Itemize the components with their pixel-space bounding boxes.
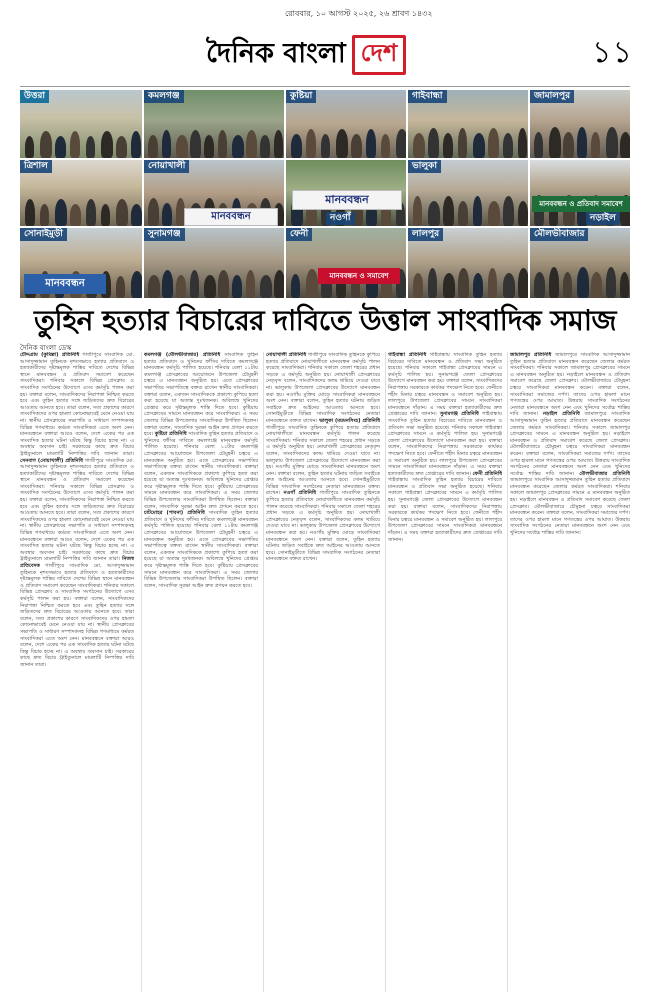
photo-label: উত্তরা [20, 90, 49, 103]
crowd-figure [246, 130, 257, 158]
column-subhead: কুষ্টিয়া প্রতিনিধি [154, 431, 187, 438]
column-divider [507, 352, 508, 992]
crowd-figure [40, 131, 52, 158]
page-number: ১১ [592, 35, 633, 70]
photo-label: নড়াইল [586, 212, 620, 225]
crowd-figure [70, 131, 80, 158]
photo-label: সোনাইমুড়ী [20, 228, 67, 241]
column-text: গাজীপুরে সাংবাদিক মো. আসাদুজ্জামান তুহিনকে নৃশংসভাবে হত্যার প্রতিবাদে ও হত্যাকারীদের দৃষ্টান্তমূলক শাস্তির দাবিতে দেশের বিভিন্ন স্থানে মানববন্ধন ও প্রতিবাদ সমাবেশ করেছেন সাংবাদিকরা। শনিবার সকালে বিভিন্ন প্রেসক্লাব ও সাংবাদিক সংগঠনের উদ্যোগে এসব কর্মসূচি পালন করা হয়। বক্তারা বলেন, সাংবাদিকদের নিরাপত্তা নিশ্চিত করতে হবে এবং তুহিন হত্যার সঙ্গে জড়িতদের দ্রুত বিচারের আওতায় আনতে হবে। তারা বলেন, সত্য প্রকাশের কারণে সাংবাদিকদের ওপর হামলা কোনোভাবেই মেনে নেওয়া যায় না। স্থানীয় প্রেসক্লাবের সভাপতি ও সাধারণ সম্পাদকসহ বিভিন্ন গণমাধ্যমে কর্মরত সাংবাদিকরা এতে অংশ নেন। মানববন্ধনে বক্তারা আরও বলেন, দেশে একের পর এক সাংবাদিক হত্যার ঘটনা ঘটছে কিন্তু বিচার হচ্ছে না। এ অবস্থার অবসান চাই। সরকারের কাছে দ্রুত বিচার ট্রাইব্যুনালে মামলাটি নিষ্পত্তির দাবি জানান তারা। [20, 563, 134, 668]
photo-lalpur [408, 228, 528, 298]
crowd-figure [381, 134, 390, 158]
column-text: গাইবান্ধায় সাংবাদিক তুহিন হত্যার বিচারের দাবিতে মানববন্ধন ও প্রতিবাদ সভা অনুষ্ঠিত হয়েছে। শনিবার সকালে গাইবান্ধা প্রেসক্লাবের সামনে এ কর্মসূচি পালিত হয়। সুনামগঞ্জে জেলা প্রেসক্লাবের উদ্যোগে মানববন্ধন করা হয়। বক্তারা বলেন, সাংবাদিকদের নিরাপত্তায় সরকারকে কার্যকর পদক্ষেপ নিতে হবে। ফেনীতে শহীদ মিনার চত্বরে মানববন্ধন ও সমাবেশ অনুষ্ঠিত হয়। লালপুরে উপজেলা প্রেসক্লাবের সামনে সাংবাদিকরা মানববন্ধনে দাঁড়ান। এ সময় বক্তারা হত্যাকারীদের দ্রুত গ্রেপ্তারের দাবি জানান। [388, 477, 502, 543]
newspaper-logo [206, 36, 406, 74]
masthead-divider [20, 86, 630, 87]
crowd-figure [473, 196, 482, 226]
crowd-figure [176, 275, 186, 298]
crowd-figure [518, 201, 528, 226]
crowd-figure [428, 201, 440, 226]
crowd-figure [162, 130, 171, 158]
crowd-figure [131, 204, 142, 226]
crowd-figure [204, 135, 214, 158]
crowd-figure [162, 203, 172, 226]
crowd-figure [563, 272, 572, 298]
photo-label: সুনামগঞ্জ [144, 228, 185, 241]
crowd-figure [274, 270, 284, 298]
photo-kamalganj [144, 90, 284, 158]
crowd-figure [246, 270, 255, 298]
crowd-figure [336, 129, 348, 158]
crowd-figure [503, 273, 515, 298]
crowd-figure [591, 272, 602, 298]
column-divider [141, 352, 142, 992]
crowd-figure [488, 201, 500, 226]
crowd-figure [591, 132, 600, 158]
photo-valuka [408, 160, 528, 226]
crowd-figure [40, 204, 49, 226]
column-text: গাজীপুরে সাংবাদিক তুহিনকে কুপিয়ে হত্যার প্রতিবাদে নোয়াখালীতে মানববন্ধন কর্মসূচি পালন করেছে সাংবাদিকরা। শনিবার সকালে জেলা শহরের প্রধান সড়কে এ কর্মসূচি অনুষ্ঠিত হয়। নোয়াখালী প্রেসক্লাবের নেতৃবৃন্দ বলেন, সাংবাদিকদের কলম থামিয়ে দেওয়া যাবে না। ভালুকায় উপজেলা প্রেসক্লাবের উদ্যোগে মানববন্ধন করা হয়। নওগাঁয় মুক্তির মোড়ে সাংবাদিকরা মানববন্ধনে অংশ নেন। বক্তারা বলেন, তুহিন হত্যার ঘটনায় জড়িত সবাইকে দ্রুত আইনের আওতায় আনতে হবে। সোনাইমুড়ীতে বিভিন্ন সাংবাদিক সংগঠনের নেতারা মানববন্ধনে বক্তব্য রাখেন। [266, 352, 380, 424]
photo-label: ফেনী [286, 228, 312, 241]
crowd-figure [606, 267, 616, 298]
crowd-figure [396, 129, 406, 158]
crowd-figure [25, 199, 35, 226]
photo-sonaimuri [20, 228, 142, 298]
crowd-figure [473, 133, 485, 158]
crowd-figure [563, 132, 574, 158]
photo-banner: মানববন্ধন ও প্রতিবাদ সমাবেশ [532, 196, 630, 212]
crowd-figure [534, 132, 543, 158]
column-subhead: চাটমোহর (পাবনা) প্রতিনিধি [144, 510, 205, 517]
crowd-figure [86, 199, 96, 226]
main-headline: তুহিন হত্যার বিচারের দাবিতে উত্তাল সাংবাদিক সমাজ [33, 303, 617, 337]
crowd-figure [101, 131, 113, 158]
logo-box: দেশ [352, 35, 407, 75]
photo-banner: মানববন্ধন [24, 274, 106, 294]
crowd-figure [162, 270, 173, 298]
crowd-figure [70, 204, 81, 226]
column-text: গাজীপুরে সাংবাদিক মো. আসাদুজ্জামান তুহিনকে নৃশংসভাবে হত্যার প্রতিবাদে ও হত্যাকারীদের দৃষ্টান্তমূলক শাস্তির দাবিতে দেশের বিভিন্ন স্থানে মানববন্ধন ও প্রতিবাদ সমাবেশ করেছেন সাংবাদিকরা। শনিবার সকালে বিভিন্ন প্রেসক্লাব ও সাংবাদিক সংগঠনের উদ্যোগে এসব কর্মসূচি পালন করা হয়। বক্তারা বলেন, সাংবাদিকদের নিরাপত্তা নিশ্চিত করতে হবে এবং তুহিন হত্যার সঙ্গে জড়িতদের দ্রুত বিচারের আওতায় আনতে হবে। তারা বলেন, সত্য প্রকাশের কারণে সাংবাদিকদের ওপর হামলা কোনোভাবেই মেনে নেওয়া যায় না। স্থানীয় প্রেসক্লাবের সভাপতি ও সাধারণ সম্পাদকসহ বিভিন্ন গণমাধ্যমে কর্মরত সাংবাদিকরা এতে অংশ নেন। মানববন্ধনে বক্তারা আরও বলেন, দেশে একের পর এক সাংবাদিক হত্যার ঘটনা ঘটছে কিন্তু বিচার হচ্ছে না। এ অবস্থার অবসান চাই। সরকারের কাছে দ্রুত বিচার ট্রাইব্যুনালে মামলাটি নিষ্পত্তির দাবি জানান তারা। [20, 457, 134, 563]
column-subhead: ভালুকা (ময়মনসিংহ) প্রতিনিধি [319, 417, 380, 424]
crowd-figure [620, 132, 630, 158]
column-text: গাজীপুরে সাংবাদিক মো. আসাদুজ্জামান তুহিনকে নৃশংসভাবে হত্যার প্রতিবাদে ও হত্যাকারীদের দৃষ্টান্তমূলক শাস্তির দাবিতে দেশের বিভিন্ন স্থানে মানববন্ধন ও প্রতিবাদ সমাবেশ করেছেন সাংবাদিকরা। শনিবার সকালে বিভিন্ন প্রেসক্লাব ও সাংবাদিক সংগঠনের উদ্যোগে এসব কর্মসূচি পালন করা হয়। বক্তারা বলেন, সাংবাদিকদের নিরাপত্তা নিশ্চিত করতে হবে এবং তুহিন হত্যার সঙ্গে জড়িতদের দ্রুত বিচারের আওতায় আনতে হবে। তারা বলেন, সত্য প্রকাশের কারণে সাংবাদিকদের ওপর হামলা কোনোভাবেই মেনে নেওয়া যায় না। স্থানীয় প্রেসক্লাবের সভাপতি ও সাধারণ সম্পাদকসহ বিভিন্ন গণমাধ্যমে কর্মরত সাংবাদিকরা এতে অংশ নেন। মানববন্ধনে বক্তারা আরও বলেন, দেশে একের পর এক সাংবাদিক হত্যার ঘটনা ঘটছে কিন্তু বিচার হচ্ছে না। এ অবস্থার অবসান চাই। সরকারের কাছে দ্রুত বিচার ট্রাইব্যুনালে মামলাটি নিষ্পত্তির দাবি জানান তারা। [20, 352, 134, 457]
crowd-figure [606, 127, 618, 158]
crowd-figure [620, 272, 629, 298]
crowd-figure [218, 130, 227, 158]
column-subhead: চৌদ্দগ্রাম (কুমিল্লা) প্রতিনিধি [20, 352, 80, 358]
column-subhead: গাইবান্ধা প্রতিনিধি [388, 352, 427, 358]
crowd-figure [488, 128, 499, 158]
dateline: রোববার, ১০ আগস্ট ২০২৫, ২৬ শ্রাবণ ১৪৩২ [285, 9, 433, 18]
crowd-figure [518, 128, 527, 158]
column-text: জামালপুরে সাংবাদিক আসাদুজ্জামান তুহিন হত্যার প্রতিবাদে মানববন্ধন করেছেন জেলার কর্মরত সাংবাদিকরা। শনিবার সকালে জামালপুর প্রেসক্লাবের সামনে এ মানববন্ধন অনুষ্ঠিত হয়। নড়াইলে মানববন্ধন ও প্রতিবাদ সমাবেশ করেছে জেলা প্রেসক্লাব। মৌলভীবাজারে চৌমুহনা চত্বরে সাংবাদিকরা মানববন্ধন করেন। বক্তারা বলেন, সাংবাদিকরা সমাজের দর্পণ। তাদের ওপর হামলা মানে গণতন্ত্রের ওপর আঘাত। উত্তরায় সাংবাদিক সংগঠনের নেতারা মানববন্ধনে অংশ নেন এবং খুনিদের সর্বোচ্চ শাস্তির দাবি জানান। [510, 411, 630, 477]
photo-jamalpur [530, 90, 630, 158]
crowd-figure [577, 127, 587, 158]
article-column [144, 352, 258, 992]
crowd-figure [577, 267, 589, 298]
column-text: সাংবাদিক তুহিন হত্যার প্রতিবাদে ও খুনিদের ফাঁসির দাবিতে কমলগঞ্জে মানববন্ধন কর্মসূচি পালিত হয়েছে। শনিবার বেলা ১১টায় কমলগঞ্জ প্রেসক্লাবের আয়োজনে উপজেলা চৌমুহনী চত্বরে এ মানববন্ধন অনুষ্ঠিত হয়। এতে প্রেসক্লাবের সভাপতির সভাপতিত্বে বক্তব্য রাখেন স্থানীয় সাংবাদিকরা। বক্তারা বলেন, একজন সাংবাদিককে প্রকাশ্যে কুপিয়ে হত্যা করা হয়েছে যা অত্যন্ত দুঃখজনক। অবিলম্বে খুনিদের গ্রেপ্তার করে দৃষ্টান্তমূলক শাস্তি দিতে হবে। কুষ্টিয়ায় প্রেসক্লাবের সামনে মানববন্ধন করে সাংবাদিকরা। এ সময় জেলার বিভিন্ন উপজেলার সাংবাদিকরা উপস্থিত ছিলেন। বক্তারা বলেন, সাংবাদিক সুরক্ষা আইন দ্রুত প্রণয়ন করতে হবে। [144, 352, 258, 438]
photo-label: কুষ্টিয়া [286, 90, 316, 103]
photo-banner: মানববন্ধন ও সমাবেশ [318, 268, 400, 284]
column-text: জামালপুরে সাংবাদিক আসাদুজ্জামান তুহিন হত্যার প্রতিবাদে মানববন্ধন করেছেন জেলার কর্মরত সাংবাদিকরা। শনিবার সকালে জামালপুর প্রেসক্লাবের সামনে এ মানববন্ধন অনুষ্ঠিত হয়। নড়াইলে মানববন্ধন ও প্রতিবাদ সমাবেশ করেছে জেলা প্রেসক্লাব। মৌলভীবাজারে চৌমুহনা চত্বরে সাংবাদিকরা মানববন্ধন করেন। বক্তারা বলেন, সাংবাদিকরা সমাজের দর্পণ। তাদের ওপর হামলা মানে গণতন্ত্রের ওপর আঘাত। উত্তরায় সাংবাদিক সংগঠনের নেতারা মানববন্ধনে অংশ নেন এবং খুনিদের সর্বোচ্চ শাস্তির দাবি জানান। [510, 352, 630, 418]
masthead [0, 0, 650, 90]
column-subhead: কমলগঞ্জ (মৌলভীবাজার) প্রতিনিধি [144, 352, 221, 358]
photo-banner: মানববন্ধন [292, 190, 402, 210]
crowd-figure [131, 131, 141, 158]
crowd-figure [55, 136, 66, 158]
photo-label: কমলগঞ্জ [144, 90, 184, 103]
photo-moulvibazar [530, 228, 630, 298]
crowd-figure [413, 196, 422, 226]
photo-feni [286, 228, 406, 298]
crowd-figure [190, 130, 201, 158]
photo-gaibandha [408, 90, 528, 158]
article-column [510, 352, 630, 992]
crowd-figure [549, 127, 561, 158]
crowd-figure [443, 196, 454, 226]
photo-label: নওগাঁ [326, 212, 355, 225]
crowd-figure [443, 273, 455, 298]
crowd-figure [131, 271, 142, 298]
photo-label: মৌলভীবাজার [530, 228, 588, 241]
crowd-figure [306, 129, 316, 158]
crowd-figure [148, 198, 159, 226]
noakhali-banner: মানববন্ধন [184, 208, 278, 226]
crowd-figure [518, 268, 528, 298]
crowd-figure [458, 268, 469, 298]
photo-label: নোয়াখালী [144, 160, 189, 173]
crowd-figure [366, 129, 376, 158]
photo-label: ত্রিশাল [20, 160, 52, 173]
photo-kushtia [286, 90, 406, 158]
photo-narail [530, 160, 630, 226]
column-text: গাজীপুরে সাংবাদিক তুহিনকে কুপিয়ে হত্যার প্রতিবাদে নোয়াখালীতে মানববন্ধন কর্মসূচি পালন করেছে সাংবাদিকরা। শনিবার সকালে জেলা শহরের প্রধান সড়কে এ কর্মসূচি অনুষ্ঠিত হয়। নোয়াখালী প্রেসক্লাবের নেতৃবৃন্দ বলেন, সাংবাদিকদের কলম থামিয়ে দেওয়া যাবে না। ভালুকায় উপজেলা প্রেসক্লাবের উদ্যোগে মানববন্ধন করা হয়। নওগাঁয় মুক্তির মোড়ে সাংবাদিকরা মানববন্ধনে অংশ নেন। বক্তারা বলেন, তুহিন হত্যার ঘটনায় জড়িত সবাইকে দ্রুত আইনের আওতায় আনতে হবে। সোনাইমুড়ীতে বিভিন্ন সাংবাদিক সংগঠনের নেতারা মানববন্ধনে বক্তব্য রাখেন। [266, 490, 380, 563]
column-divider [385, 352, 386, 992]
crowd-figure [473, 273, 483, 298]
column-subhead: নোয়াখালী প্রতিনিধি [266, 352, 307, 358]
column-subhead: মৌলভীবাজার প্রতিনিধি [579, 470, 630, 477]
column-subhead: নওগাঁ প্রতিনিধি [283, 490, 317, 497]
crowd-figure [55, 199, 67, 226]
crowd-figure [204, 275, 216, 298]
photo-uttara [20, 90, 142, 158]
crowd-figure [549, 267, 559, 298]
column-divider [263, 352, 264, 992]
crowd-figure [428, 268, 437, 298]
crowd-figure [176, 135, 188, 158]
crowd-figure [218, 270, 229, 298]
crowd-figure [458, 128, 467, 158]
crowd-figure [321, 134, 330, 158]
article-column [388, 352, 502, 992]
crowd-figure [232, 275, 242, 298]
photo-label: গাইবান্ধা [408, 90, 447, 103]
byline: দৈনিক বাংলা ডেস্ক [20, 344, 72, 352]
column-text: গাজীপুরে সাংবাদিক তুহিনকে কুপিয়ে হত্যার প্রতিবাদে নোয়াখালীতে মানববন্ধন কর্মসূচি পালন করেছে সাংবাদিকরা। শনিবার সকালে জেলা শহরের প্রধান সড়কে এ কর্মসূচি অনুষ্ঠিত হয়। নোয়াখালী প্রেসক্লাবের নেতৃবৃন্দ বলেন, সাংবাদিকদের কলম থামিয়ে দেওয়া যাবে না। ভালুকায় উপজেলা প্রেসক্লাবের উদ্যোগে মানববন্ধন করা হয়। নওগাঁয় মুক্তির মোড়ে সাংবাদিকরা মানববন্ধনে অংশ নেন। বক্তারা বলেন, তুহিন হত্যার ঘটনায় জড়িত সবাইকে দ্রুত আইনের আওতায় আনতে হবে। সোনাইমুড়ীতে বিভিন্ন সাংবাদিক সংগঠনের নেতারা মানববন্ধনে বক্তব্য রাখেন। [266, 424, 380, 497]
column-subhead: নড়াইল প্রতিনিধি [542, 411, 580, 418]
crowd-figure [190, 270, 199, 298]
crowd-figure [306, 269, 318, 298]
crowd-figure [413, 273, 423, 298]
column-text: গাইবান্ধায় সাংবাদিক তুহিন হত্যার বিচারের দাবিতে মানববন্ধন ও প্রতিবাদ সভা অনুষ্ঠিত হয়েছে। শনিবার সকালে গাইবান্ধা প্রেসক্লাবের সামনে এ কর্মসূচি পালিত হয়। সুনামগঞ্জে জেলা প্রেসক্লাবের উদ্যোগে মানববন্ধন করা হয়। বক্তারা বলেন, সাংবাদিকদের নিরাপত্তায় সরকারকে কার্যকর পদক্ষেপ নিতে হবে। ফেনীতে শহীদ মিনার চত্বরে মানববন্ধন ও সমাবেশ অনুষ্ঠিত হয়। লালপুরে উপজেলা প্রেসক্লাবের সামনে সাংবাদিকরা মানববন্ধনে দাঁড়ান। এ সময় বক্তারা হত্যাকারীদের দ্রুত গ্রেপ্তারের দাবি জানান। [388, 411, 502, 477]
crowd-figure [232, 135, 244, 158]
column-text: জামালপুরে সাংবাদিক আসাদুজ্জামান তুহিন হত্যার প্রতিবাদে মানববন্ধন করেছেন জেলার কর্মরত সাংবাদিকরা। শনিবার সকালে জামালপুর প্রেসক্লাবের সামনে এ মানববন্ধন অনুষ্ঠিত হয়। নড়াইলে মানববন্ধন ও প্রতিবাদ সমাবেশ করেছে জেলা প্রেসক্লাব। মৌলভীবাজারে চৌমুহনা চত্বরে সাংবাদিকরা মানববন্ধন করেন। বক্তারা বলেন, সাংবাদিকরা সমাজের দর্পণ। তাদের ওপর হামলা মানে গণতন্ত্রের ওপর আঘাত। উত্তরায় সাংবাদিক সংগঠনের নেতারা মানববন্ধনে অংশ নেন এবং খুনিদের সর্বোচ্চ শাস্তির দাবি জানান। [510, 477, 630, 537]
crowd-figure [260, 275, 272, 298]
crowd-figure [443, 133, 453, 158]
crowd-figure [116, 136, 127, 158]
crowd-figure [291, 134, 302, 158]
article-column [266, 352, 380, 992]
column-subhead: সেনবাগ (নোয়াখালী) প্রতিনিধি [20, 457, 83, 464]
photo-grid [20, 90, 630, 300]
crowd-figure [458, 201, 468, 226]
photo-naogaon [286, 160, 406, 226]
crowd-figure [503, 133, 513, 158]
crowd-figure [116, 199, 128, 226]
photo-label: ভালুকা [408, 160, 441, 173]
photo-label: লালপুর [408, 228, 443, 241]
crowd-figure [428, 128, 439, 158]
crowd-figure [86, 136, 95, 158]
column-subhead: জামালপুর প্রতিনিধি [510, 352, 552, 358]
column-text: সাংবাদিক তুহিন হত্যার প্রতিবাদে ও খুনিদের ফাঁসির দাবিতে কমলগঞ্জে মানববন্ধন কর্মসূচি পালিত হয়েছে। শনিবার বেলা ১১টায় কমলগঞ্জ প্রেসক্লাবের আয়োজনে উপজেলা চৌমুহনী চত্বরে এ মানববন্ধন অনুষ্ঠিত হয়। এতে প্রেসক্লাবের সভাপতির সভাপতিত্বে বক্তব্য রাখেন স্থানীয় সাংবাদিকরা। বক্তারা বলেন, একজন সাংবাদিককে প্রকাশ্যে কুপিয়ে হত্যা করা হয়েছে যা অত্যন্ত দুঃখজনক। অবিলম্বে খুনিদের গ্রেপ্তার করে দৃষ্টান্তমূলক শাস্তি দিতে হবে। কুষ্টিয়ায় প্রেসক্লাবের সামনে মানববন্ধন করে সাংবাদিকরা। এ সময় জেলার বিভিন্ন উপজেলার সাংবাদিকরা উপস্থিত ছিলেন। বক্তারা বলেন, সাংবাদিক সুরক্ষা আইন দ্রুত প্রণয়ন করতে হবে। [144, 510, 258, 589]
photo-sunamganj [144, 228, 284, 298]
crowd-figure [148, 135, 158, 158]
crowd-figure [101, 204, 110, 226]
logo-text: দৈনিক বাংলা [206, 37, 346, 69]
crowd-figure [148, 275, 160, 298]
crowd-figure [25, 136, 34, 158]
column-subhead: সুনামগঞ্জ প্রতিনিধি [439, 411, 479, 418]
crowd-figure [274, 130, 283, 158]
crowd-figure [291, 274, 300, 298]
photo-trishal [20, 160, 142, 226]
article-column [20, 352, 134, 992]
crowd-figure [534, 272, 545, 298]
crowd-figure [260, 135, 270, 158]
column-subhead: নিজস্ব প্রতিবেদক [20, 556, 134, 569]
crowd-figure [413, 133, 425, 158]
crowd-figure [488, 268, 497, 298]
crowd-figure [116, 276, 125, 298]
column-text: গাইবান্ধায় সাংবাদিক তুহিন হত্যার বিচারের দাবিতে মানববন্ধন ও প্রতিবাদ সভা অনুষ্ঠিত হয়েছে। শনিবার সকালে গাইবান্ধা প্রেসক্লাবের সামনে এ কর্মসূচি পালিত হয়। সুনামগঞ্জে জেলা প্রেসক্লাবের উদ্যোগে মানববন্ধন করা হয়। বক্তারা বলেন, সাংবাদিকদের নিরাপত্তায় সরকারকে কার্যকর পদক্ষেপ নিতে হবে। ফেনীতে শহীদ মিনার চত্বরে মানববন্ধন ও সমাবেশ অনুষ্ঠিত হয়। লালপুরে উপজেলা প্রেসক্লাবের সামনে সাংবাদিকরা মানববন্ধনে দাঁড়ান। এ সময় বক্তারা হত্যাকারীদের দ্রুত গ্রেপ্তারের দাবি জানান। [388, 352, 502, 418]
photo-label: জামালপুর [530, 90, 574, 103]
article-columns [20, 352, 630, 992]
crowd-figure [351, 134, 362, 158]
column-text: সাংবাদিক তুহিন হত্যার প্রতিবাদে ও খুনিদের ফাঁসির দাবিতে কমলগঞ্জে মানববন্ধন কর্মসূচি পালিত হয়েছে। শনিবার বেলা ১১টায় কমলগঞ্জ প্রেসক্লাবের আয়োজনে উপজেলা চৌমুহনী চত্বরে এ মানববন্ধন অনুষ্ঠিত হয়। এতে প্রেসক্লাবের সভাপতির সভাপতিত্বে বক্তব্য রাখেন স্থানীয় সাংবাদিকরা। বক্তারা বলেন, একজন সাংবাদিককে প্রকাশ্যে কুপিয়ে হত্যা করা হয়েছে যা অত্যন্ত দুঃখজনক। অবিলম্বে খুনিদের গ্রেপ্তার করে দৃষ্টান্তমূলক শাস্তি দিতে হবে। কুষ্টিয়ায় প্রেসক্লাবের সামনে মানববন্ধন করে সাংবাদিকরা। এ সময় জেলার বিভিন্ন উপজেলার সাংবাদিকরা উপস্থিত ছিলেন। বক্তারা বলেন, সাংবাদিক সুরক্ষা আইন দ্রুত প্রণয়ন করতে হবে। [144, 431, 258, 510]
column-subhead: ফেনী প্রতিনিধি [472, 470, 502, 477]
crowd-figure [503, 196, 514, 226]
